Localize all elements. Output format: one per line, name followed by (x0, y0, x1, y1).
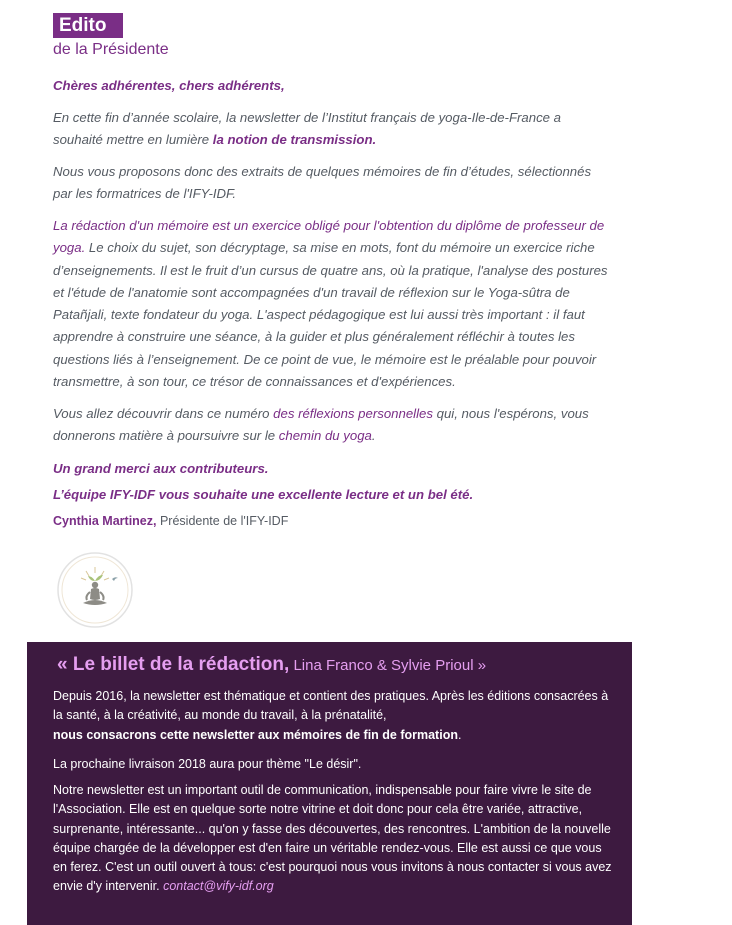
thanks-line-1: Un grand merci aux contributeurs. (53, 461, 269, 476)
billet-paragraph-1-text: Depuis 2016, la newsletter est thématique et contient des pratiques. Après les éditions consacrées à la santé, à la créativité, au monde du travail, à la prénatalité, (53, 689, 609, 723)
paragraph-3 (53, 215, 613, 393)
signature-role: Présidente de l'IFY-IDF (156, 514, 289, 528)
billet-paragraph-1-bold: nous consacrons cette newsletter aux mémoires de fin de formation (53, 727, 458, 742)
paragraph-4-text-b: qui, nous l'espérons, vous donnerons matière à poursuivre sur le (53, 406, 589, 444)
billet-paragraph-1-end: . (457, 727, 462, 742)
signature-name: Cynthia Martinez, (53, 514, 157, 528)
billet-title (57, 654, 486, 676)
edito-subtitle: de la Présidente (53, 41, 169, 58)
paragraph-1-highlight: la notion de transmission. (212, 132, 377, 148)
paragraph-3-text: Le choix du sujet, son décryptage, sa mise en mots, font du mémoire un exercice riche d’enseignements. Il est le fruit d’un cursus de quatre ans, où la pratique, l'analyse des postures et l'étude de l'anatomie sont accompagnées d'un travail de réflexion sur le Yoga-sûtra de Patañjali, texte fondateur du yoga. L'aspect pédagogique est lui aussi très important : il faut apprendre à construire une séance, à la guider et plus généralement réfléchir à toutes les questions liés à l’enseignement. De ce point de vue, le mémoire est le préalable pour pouvoir transmettre, à son tour, ce trésor de connaissances et d'expériences. (53, 240, 608, 390)
paragraph-4 (53, 403, 613, 448)
paragraph-4-text-c: . (371, 428, 376, 444)
paragraph-4-highlight-a: des réflexions personnelles (273, 406, 433, 421)
billet-authors: Lina Franco & Sylvie Prioul » (289, 657, 487, 674)
billet-paragraph-3-text: Notre newsletter est un important outil de communication, indispensable pour faire vivre le site de l'Association. Elle est en quelque sorte notre vitrine et doit donc pour cela être variée, attractive, surprenante, intéressante... qu'on y fasse des découvertes, des rencontres. L'ambition de la nouvelle équipe chargée de la développer est d'en faire un véritable rendez-vous. Elle est aussi ce que vous en ferez. C'est un outil ouvert à tous: c'est pourquoi nous vous invitons à nous contacter si vous avez envie d'y intervenir. (53, 783, 612, 894)
paragraph-4-highlight-b: chemin du yoga (278, 428, 372, 444)
paragraph-4-text-a: Vous allez découvrir dans ce numéro (53, 406, 274, 421)
signature (53, 511, 288, 531)
contact-email-link[interactable]: contact@vify-idf.org (163, 879, 274, 894)
greeting: Chères adhérentes, chers adhérents, (53, 78, 285, 93)
paragraph-2: Nous vous proposons donc des extraits de quelques mémoires de fin d’études, sélectionnés par les formatrices de l'IFY-IDF. (53, 164, 592, 202)
paragraph-3-highlight: La rédaction d'un mémoire est un exercice obligé pour l'obtention du diplôme de professeur de yoga. (53, 218, 605, 256)
yoga-meditation-logo-icon (56, 551, 134, 629)
paragraph-1-text: En cette fin d’année scolaire, la newsletter de l’Institut français de yoga-Ile-de-France a souhaité mettre en lumière (53, 110, 561, 148)
billet-section (27, 642, 632, 925)
billet-paragraph-3 (53, 781, 613, 897)
billet-paragraph-2: La prochaine livraison 2018 aura pour thème "Le désir". (53, 757, 362, 771)
billet-paragraph-1 (53, 687, 613, 745)
thanks-line-2: L’équipe IFY-IDF vous souhaite une excellente lecture et un bel été. (53, 487, 474, 502)
billet-title-text: « Le billet de la rédaction, (57, 654, 290, 675)
edito-badge: Edito (53, 13, 123, 38)
paragraph-1 (53, 107, 613, 152)
